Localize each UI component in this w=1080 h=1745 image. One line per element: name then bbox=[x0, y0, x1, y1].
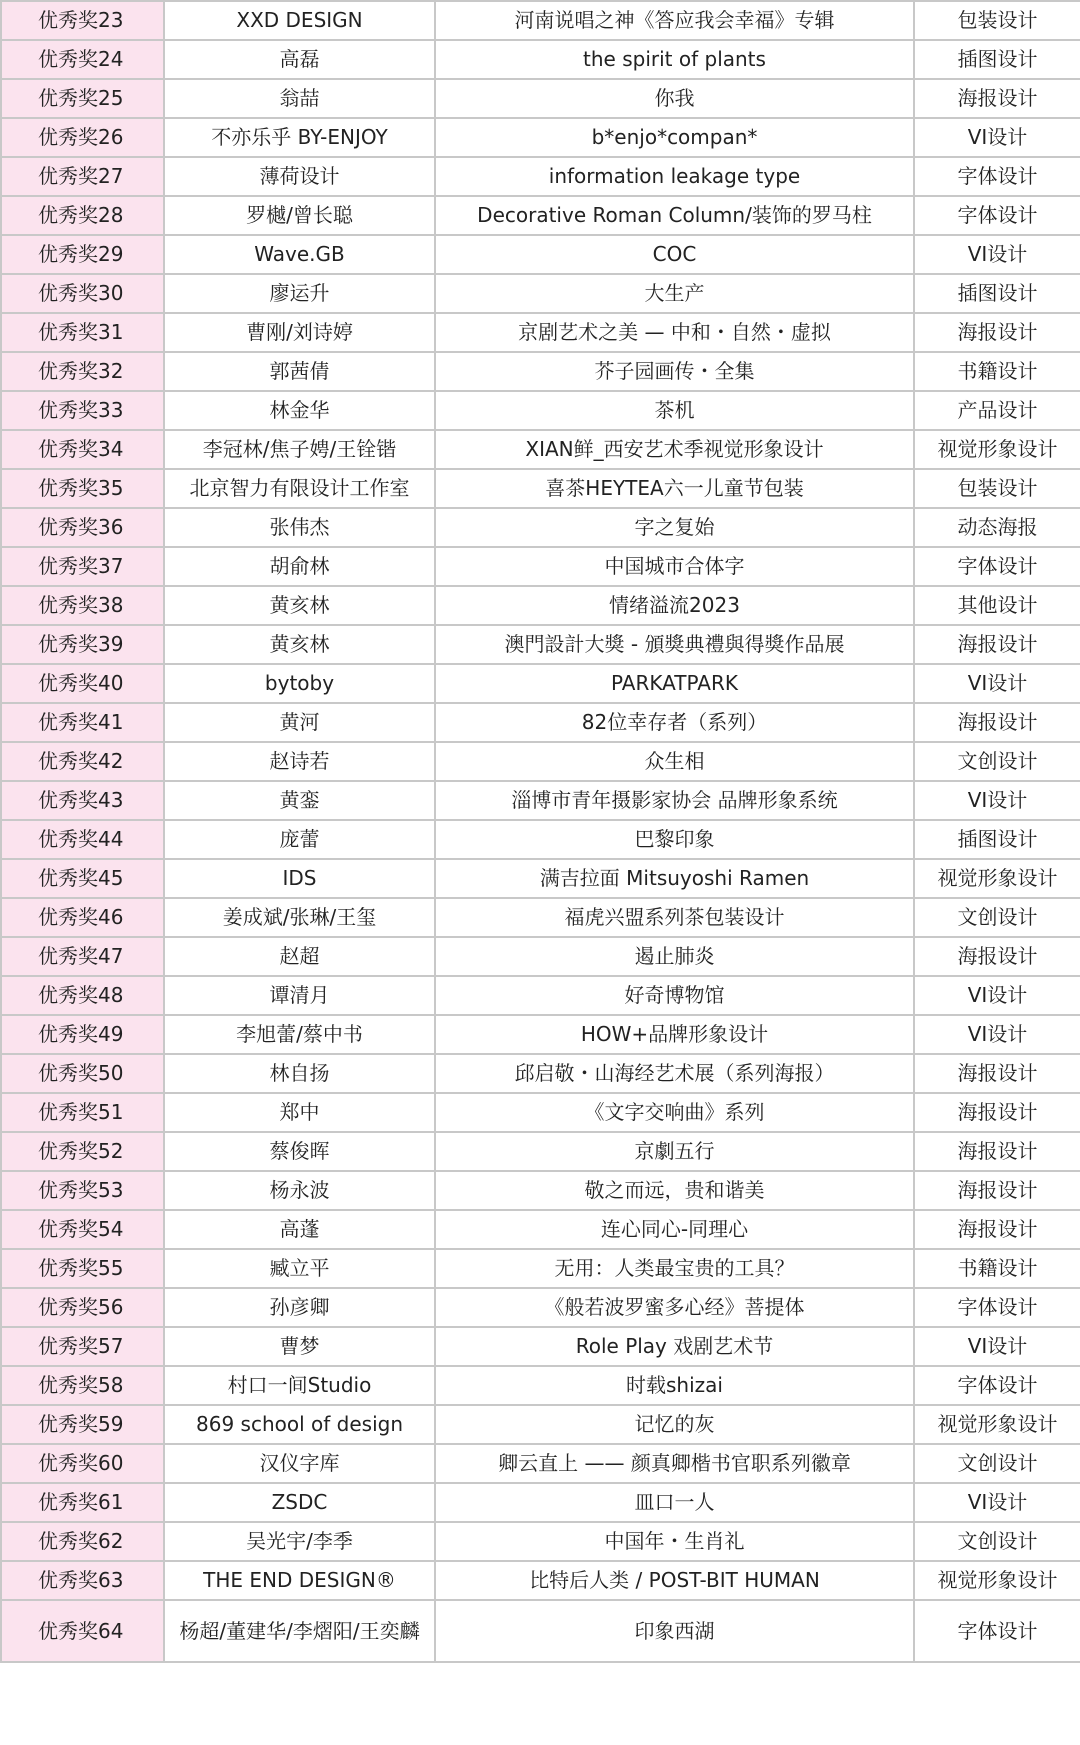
table-row bbox=[1, 469, 1080, 508]
award-cell: 优秀奖46 bbox=[1, 898, 164, 937]
work-cell: 遏止肺炎 bbox=[435, 937, 914, 976]
table-row bbox=[1, 508, 1080, 547]
award-cell: 优秀奖44 bbox=[1, 820, 164, 859]
category-cell: 海报设计 bbox=[914, 1210, 1080, 1249]
author-cell: 张伟杰 bbox=[164, 508, 435, 547]
work-cell: 字之复始 bbox=[435, 508, 914, 547]
award-cell: 优秀奖55 bbox=[1, 1249, 164, 1288]
table-row bbox=[1, 118, 1080, 157]
category-cell: 海报设计 bbox=[914, 1132, 1080, 1171]
table-row bbox=[1, 781, 1080, 820]
category-cell: 文创设计 bbox=[914, 898, 1080, 937]
author-cell: 高磊 bbox=[164, 40, 435, 79]
work-cell: the spirit of plants bbox=[435, 40, 914, 79]
award-cell: 优秀奖41 bbox=[1, 703, 164, 742]
table-row bbox=[1, 1366, 1080, 1405]
award-cell: 优秀奖40 bbox=[1, 664, 164, 703]
work-cell: Role Play 戏剧艺术节 bbox=[435, 1327, 914, 1366]
award-cell: 优秀奖51 bbox=[1, 1093, 164, 1132]
work-cell: PARKATPARK bbox=[435, 664, 914, 703]
table-row bbox=[1, 430, 1080, 469]
table-row bbox=[1, 1132, 1080, 1171]
category-cell: 包装设计 bbox=[914, 469, 1080, 508]
table-row bbox=[1, 235, 1080, 274]
award-cell: 优秀奖32 bbox=[1, 352, 164, 391]
table-row bbox=[1, 547, 1080, 586]
category-cell: 产品设计 bbox=[914, 391, 1080, 430]
work-cell: 芥子园画传・全集 bbox=[435, 352, 914, 391]
author-cell: 高蓬 bbox=[164, 1210, 435, 1249]
author-cell: 869 school of design bbox=[164, 1405, 435, 1444]
table-row bbox=[1, 1, 1080, 40]
category-cell: 文创设计 bbox=[914, 1444, 1080, 1483]
work-cell: 河南说唱之神《答应我会幸福》专辑 bbox=[435, 1, 914, 40]
table-row bbox=[1, 1171, 1080, 1210]
award-cell: 优秀奖31 bbox=[1, 313, 164, 352]
award-cell: 优秀奖50 bbox=[1, 1054, 164, 1093]
award-cell: 优秀奖47 bbox=[1, 937, 164, 976]
award-cell: 优秀奖25 bbox=[1, 79, 164, 118]
author-cell: 蔡俊晖 bbox=[164, 1132, 435, 1171]
work-cell: 澳門設計大獎 - 頒獎典禮與得獎作品展 bbox=[435, 625, 914, 664]
author-cell: 赵超 bbox=[164, 937, 435, 976]
author-cell: 庞蕾 bbox=[164, 820, 435, 859]
author-cell: 赵诗若 bbox=[164, 742, 435, 781]
work-cell: 《文字交响曲》系列 bbox=[435, 1093, 914, 1132]
category-cell: 海报设计 bbox=[914, 1171, 1080, 1210]
table-row bbox=[1, 625, 1080, 664]
work-cell: 邱启敬・山海经艺术展（系列海报） bbox=[435, 1054, 914, 1093]
category-cell: 视觉形象设计 bbox=[914, 1561, 1080, 1600]
award-cell: 优秀奖26 bbox=[1, 118, 164, 157]
award-cell: 优秀奖30 bbox=[1, 274, 164, 313]
table-row bbox=[1, 1210, 1080, 1249]
author-cell: 北京智力有限设计工作室 bbox=[164, 469, 435, 508]
work-cell: 情绪溢流2023 bbox=[435, 586, 914, 625]
author-cell: 廖运升 bbox=[164, 274, 435, 313]
work-cell: 福虎兴盟系列茶包装设计 bbox=[435, 898, 914, 937]
category-cell: 海报设计 bbox=[914, 79, 1080, 118]
category-cell: 书籍设计 bbox=[914, 352, 1080, 391]
category-cell: 海报设计 bbox=[914, 1054, 1080, 1093]
table-row bbox=[1, 586, 1080, 625]
category-cell: 字体设计 bbox=[914, 157, 1080, 196]
author-cell: 翁喆 bbox=[164, 79, 435, 118]
table-row bbox=[1, 1093, 1080, 1132]
author-cell: 胡俞林 bbox=[164, 547, 435, 586]
award-cell: 优秀奖27 bbox=[1, 157, 164, 196]
author-cell: 臧立平 bbox=[164, 1249, 435, 1288]
table-row bbox=[1, 1561, 1080, 1600]
award-cell: 优秀奖56 bbox=[1, 1288, 164, 1327]
author-cell: IDS bbox=[164, 859, 435, 898]
author-cell: 汉仪字库 bbox=[164, 1444, 435, 1483]
category-cell: 海报设计 bbox=[914, 937, 1080, 976]
author-cell: ZSDC bbox=[164, 1483, 435, 1522]
work-cell: 众生相 bbox=[435, 742, 914, 781]
author-cell: 村口一间Studio bbox=[164, 1366, 435, 1405]
award-cell: 优秀奖58 bbox=[1, 1366, 164, 1405]
author-cell: THE END DESIGN® bbox=[164, 1561, 435, 1600]
author-cell: bytoby bbox=[164, 664, 435, 703]
category-cell: 字体设计 bbox=[914, 1600, 1080, 1662]
award-cell: 优秀奖61 bbox=[1, 1483, 164, 1522]
author-cell: 郑中 bbox=[164, 1093, 435, 1132]
work-cell: XIAN鲜_西安艺术季视觉形象设计 bbox=[435, 430, 914, 469]
author-cell: 吴光宇/李季 bbox=[164, 1522, 435, 1561]
work-cell: 喜茶HEYTEA六一儿童节包装 bbox=[435, 469, 914, 508]
work-cell: 满吉拉面 Mitsuyoshi Ramen bbox=[435, 859, 914, 898]
work-cell: 淄博市青年摄影家协会 品牌形象系统 bbox=[435, 781, 914, 820]
award-cell: 优秀奖28 bbox=[1, 196, 164, 235]
award-cell: 优秀奖33 bbox=[1, 391, 164, 430]
award-cell: 优秀奖57 bbox=[1, 1327, 164, 1366]
table-row bbox=[1, 1015, 1080, 1054]
author-cell: 黄河 bbox=[164, 703, 435, 742]
work-cell: 京劇五行 bbox=[435, 1132, 914, 1171]
category-cell: 其他设计 bbox=[914, 586, 1080, 625]
award-cell: 优秀奖43 bbox=[1, 781, 164, 820]
award-cell: 优秀奖63 bbox=[1, 1561, 164, 1600]
work-cell: 皿口一人 bbox=[435, 1483, 914, 1522]
author-cell: Wave.GB bbox=[164, 235, 435, 274]
category-cell: 插图设计 bbox=[914, 274, 1080, 313]
category-cell: 视觉形象设计 bbox=[914, 430, 1080, 469]
work-cell: information leakage type bbox=[435, 157, 914, 196]
category-cell: 海报设计 bbox=[914, 625, 1080, 664]
work-cell: b*enjo*compan* bbox=[435, 118, 914, 157]
table-row bbox=[1, 1405, 1080, 1444]
work-cell: COC bbox=[435, 235, 914, 274]
author-cell: 林自扬 bbox=[164, 1054, 435, 1093]
author-cell: 李旭蕾/蔡中书 bbox=[164, 1015, 435, 1054]
award-cell: 优秀奖59 bbox=[1, 1405, 164, 1444]
award-cell: 优秀奖37 bbox=[1, 547, 164, 586]
category-cell: VI设计 bbox=[914, 235, 1080, 274]
work-cell: 82位幸存者（系列） bbox=[435, 703, 914, 742]
author-cell: 薄荷设计 bbox=[164, 157, 435, 196]
author-cell: 黄亥林 bbox=[164, 625, 435, 664]
category-cell: 字体设计 bbox=[914, 1366, 1080, 1405]
award-cell: 优秀奖60 bbox=[1, 1444, 164, 1483]
table-row bbox=[1, 79, 1080, 118]
work-cell: 大生产 bbox=[435, 274, 914, 313]
table-row bbox=[1, 1600, 1080, 1662]
category-cell: 文创设计 bbox=[914, 1522, 1080, 1561]
category-cell: 视觉形象设计 bbox=[914, 859, 1080, 898]
work-cell: 时载shizai bbox=[435, 1366, 914, 1405]
work-cell: 你我 bbox=[435, 79, 914, 118]
award-cell: 优秀奖52 bbox=[1, 1132, 164, 1171]
work-cell: 比特后人类 / POST-BIT HUMAN bbox=[435, 1561, 914, 1600]
author-cell: 谭清月 bbox=[164, 976, 435, 1015]
category-cell: 插图设计 bbox=[914, 820, 1080, 859]
award-cell: 优秀奖35 bbox=[1, 469, 164, 508]
table-row bbox=[1, 976, 1080, 1015]
author-cell: 郭茜倩 bbox=[164, 352, 435, 391]
category-cell: VI设计 bbox=[914, 1327, 1080, 1366]
work-cell: 连心同心-同理心 bbox=[435, 1210, 914, 1249]
category-cell: VI设计 bbox=[914, 1015, 1080, 1054]
work-cell: 卿云直上 —— 颜真卿楷书官职系列徽章 bbox=[435, 1444, 914, 1483]
table-row bbox=[1, 859, 1080, 898]
table-row bbox=[1, 1249, 1080, 1288]
work-cell: 好奇博物馆 bbox=[435, 976, 914, 1015]
award-cell: 优秀奖36 bbox=[1, 508, 164, 547]
award-cell: 优秀奖38 bbox=[1, 586, 164, 625]
awards-table-body bbox=[1, 1, 1080, 1662]
author-cell: 李冠林/焦子娉/王铨锴 bbox=[164, 430, 435, 469]
work-cell: HOW+品牌形象设计 bbox=[435, 1015, 914, 1054]
category-cell: VI设计 bbox=[914, 781, 1080, 820]
award-cell: 优秀奖39 bbox=[1, 625, 164, 664]
table-row bbox=[1, 898, 1080, 937]
author-cell: 黄銮 bbox=[164, 781, 435, 820]
table-row bbox=[1, 1054, 1080, 1093]
author-cell: 曹刚/刘诗婷 bbox=[164, 313, 435, 352]
award-cell: 优秀奖42 bbox=[1, 742, 164, 781]
table-row bbox=[1, 157, 1080, 196]
table-row bbox=[1, 352, 1080, 391]
category-cell: VI设计 bbox=[914, 664, 1080, 703]
category-cell: 包装设计 bbox=[914, 1, 1080, 40]
award-cell: 优秀奖23 bbox=[1, 1, 164, 40]
author-cell: 杨永波 bbox=[164, 1171, 435, 1210]
table-row bbox=[1, 820, 1080, 859]
author-cell: 林金华 bbox=[164, 391, 435, 430]
category-cell: 书籍设计 bbox=[914, 1249, 1080, 1288]
table-row bbox=[1, 1522, 1080, 1561]
author-cell: 不亦乐乎 BY-ENJOY bbox=[164, 118, 435, 157]
work-cell: 记忆的灰 bbox=[435, 1405, 914, 1444]
category-cell: 海报设计 bbox=[914, 1093, 1080, 1132]
category-cell: VI设计 bbox=[914, 1483, 1080, 1522]
table-row bbox=[1, 937, 1080, 976]
award-cell: 优秀奖54 bbox=[1, 1210, 164, 1249]
category-cell: VI设计 bbox=[914, 976, 1080, 1015]
category-cell: 文创设计 bbox=[914, 742, 1080, 781]
table-row bbox=[1, 1444, 1080, 1483]
author-cell: 黄亥林 bbox=[164, 586, 435, 625]
work-cell: 中国年・生肖礼 bbox=[435, 1522, 914, 1561]
table-row bbox=[1, 664, 1080, 703]
award-cell: 优秀奖34 bbox=[1, 430, 164, 469]
work-cell: 敬之而远，贵和谐美 bbox=[435, 1171, 914, 1210]
author-cell: 孙彦卿 bbox=[164, 1288, 435, 1327]
work-cell: 京剧艺术之美 — 中和・自然・虚拟 bbox=[435, 313, 914, 352]
category-cell: 视觉形象设计 bbox=[914, 1405, 1080, 1444]
category-cell: 海报设计 bbox=[914, 703, 1080, 742]
category-cell: 字体设计 bbox=[914, 1288, 1080, 1327]
table-row bbox=[1, 742, 1080, 781]
award-cell: 优秀奖62 bbox=[1, 1522, 164, 1561]
award-cell: 优秀奖45 bbox=[1, 859, 164, 898]
award-cell: 优秀奖29 bbox=[1, 235, 164, 274]
category-cell: 字体设计 bbox=[914, 547, 1080, 586]
author-cell: 曹梦 bbox=[164, 1327, 435, 1366]
author-cell: 杨超/董建华/李熠阳/王奕麟 bbox=[164, 1600, 435, 1662]
award-cell: 优秀奖48 bbox=[1, 976, 164, 1015]
category-cell: 字体设计 bbox=[914, 196, 1080, 235]
work-cell: 中国城市合体字 bbox=[435, 547, 914, 586]
work-cell: 印象西湖 bbox=[435, 1600, 914, 1662]
table-row bbox=[1, 391, 1080, 430]
author-cell: 姜成斌/张琳/王玺 bbox=[164, 898, 435, 937]
table-row bbox=[1, 703, 1080, 742]
table-row bbox=[1, 1327, 1080, 1366]
table-row bbox=[1, 313, 1080, 352]
award-cell: 优秀奖53 bbox=[1, 1171, 164, 1210]
table-row bbox=[1, 1483, 1080, 1522]
table-row bbox=[1, 40, 1080, 79]
category-cell: 海报设计 bbox=[914, 313, 1080, 352]
table-row bbox=[1, 274, 1080, 313]
author-cell: 罗樾/曾长聪 bbox=[164, 196, 435, 235]
work-cell: 巴黎印象 bbox=[435, 820, 914, 859]
table-row bbox=[1, 196, 1080, 235]
work-cell: 茶机 bbox=[435, 391, 914, 430]
author-cell: XXD DESIGN bbox=[164, 1, 435, 40]
work-cell: Decorative Roman Column/装饰的罗马柱 bbox=[435, 196, 914, 235]
award-cell: 优秀奖49 bbox=[1, 1015, 164, 1054]
category-cell: VI设计 bbox=[914, 118, 1080, 157]
category-cell: 动态海报 bbox=[914, 508, 1080, 547]
category-cell: 插图设计 bbox=[914, 40, 1080, 79]
award-cell: 优秀奖24 bbox=[1, 40, 164, 79]
award-cell: 优秀奖64 bbox=[1, 1600, 164, 1662]
work-cell: 无用：人类最宝贵的工具？ bbox=[435, 1249, 914, 1288]
work-cell: 《般若波罗蜜多心经》菩提体 bbox=[435, 1288, 914, 1327]
table-row bbox=[1, 1288, 1080, 1327]
